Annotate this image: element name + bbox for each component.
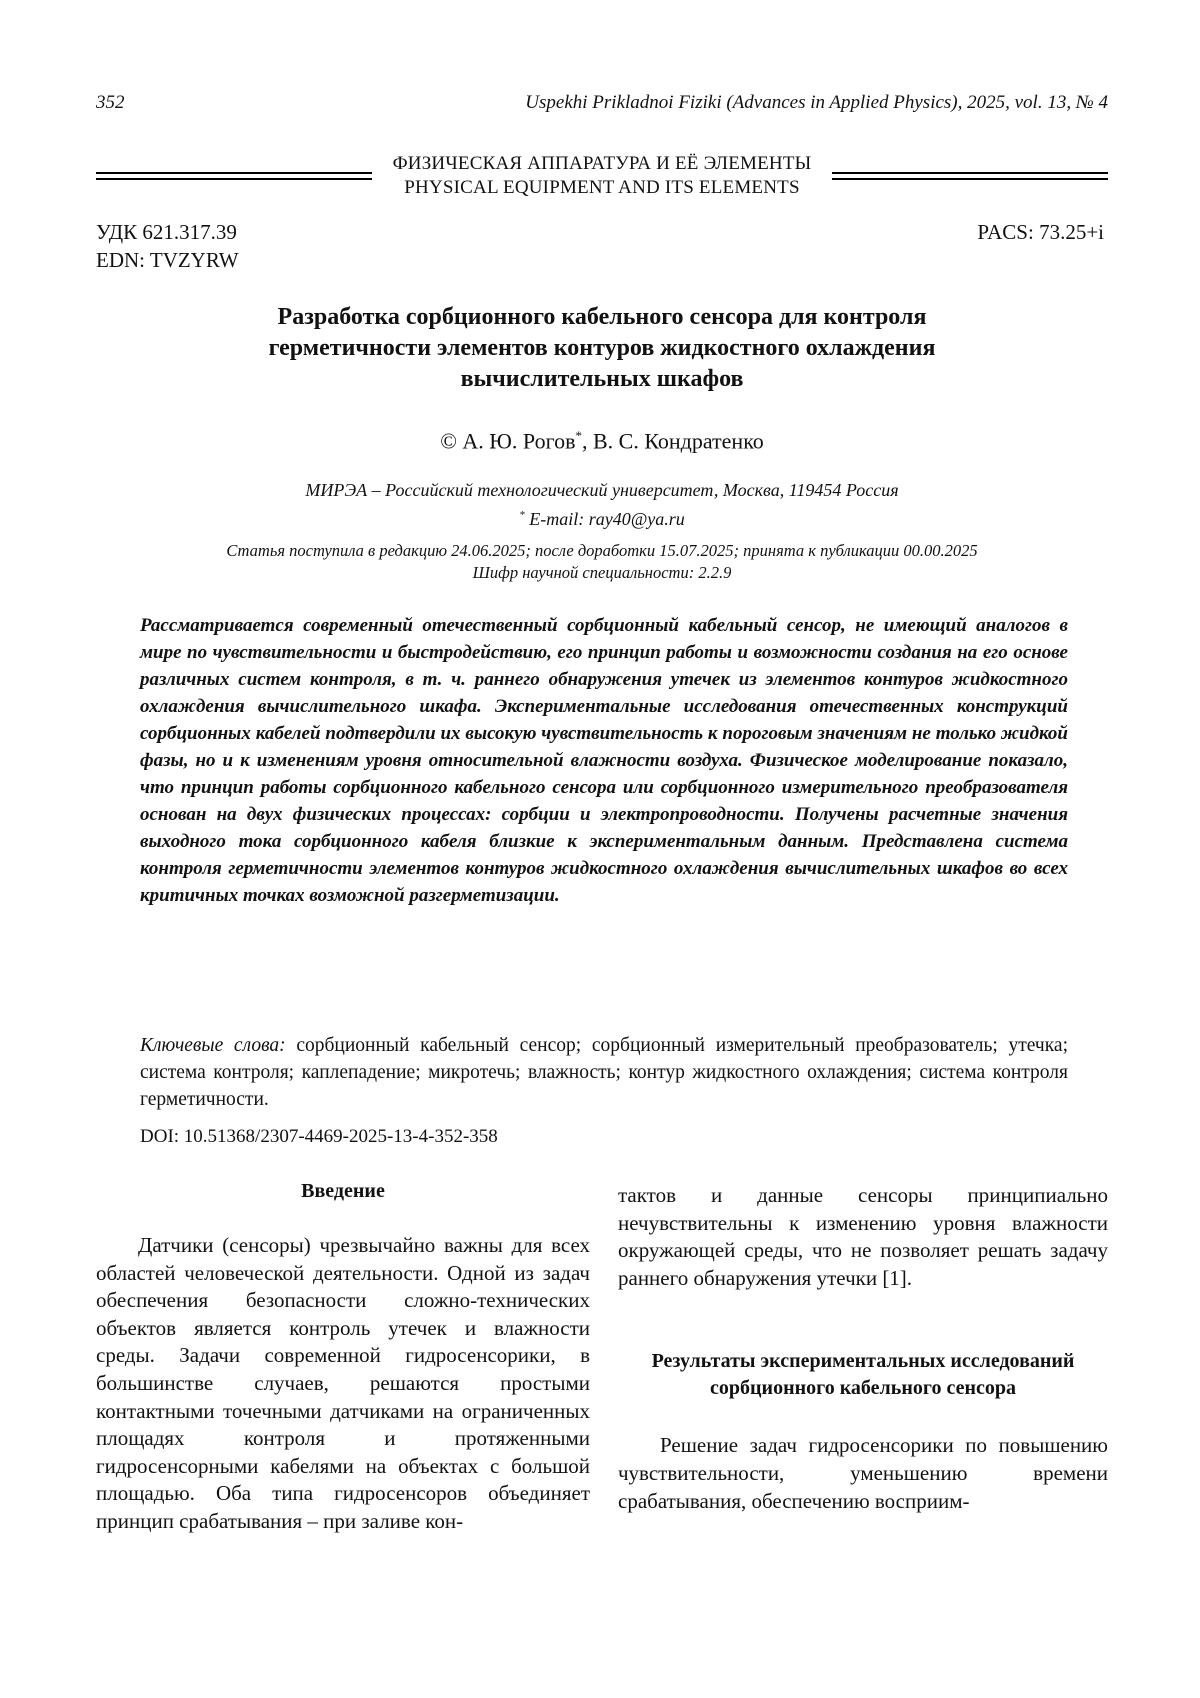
received-dates: Статья поступила в редакцию 24.06.2025; после доработки 15.07.2025; принята к публикации 00.00.2025 <box>226 541 978 560</box>
rubric-text <box>372 152 832 200</box>
institution: МИРЭА – Российский технологический университет, Москва, 119454 Россия <box>305 480 899 500</box>
rubric-en: PHYSICAL EQUIPMENT AND ITS ELEMENTS <box>404 177 800 198</box>
rubric-rule-left <box>96 172 372 180</box>
section-rubric <box>96 152 1108 200</box>
pacs-code: PACS: 73.25+i <box>977 220 1104 244</box>
classification-left <box>96 218 239 274</box>
keywords-label: Ключевые слова: <box>140 1035 286 1056</box>
affiliation <box>96 478 1108 532</box>
body-paragraph: Решение задач гидросенсорики по повышению чувствительности, уменьшению времени срабатывания, обеспечению восприим- <box>618 1433 1108 1513</box>
abstract: Рассматривается современный отечественный сорбционный кабельный сенсор, не имеющий аналогов в мире по чувствительности и быстродействию, его принцип работы и возможности создания на его основе различных систем контроля, в т. ч. раннего обнаружения утечек из элементов контуров жидкостного охлаждения вычислительного шкафа. Экспериментальные исследования отечественных конструкций сорбционных кабелей подтвердили их высокую чувствительность к пороговым значениям не только жидкой фазы, но и к изменениям уровня относительной влажности воздуха. Физическое моделирование показало, что принцип работы сорбционного кабельного сенсора или сорбционного измерительного преобразователя основан на двух физических процессах: сорбции и электропроводности. Получены расчетные значения выходного тока сорбционного кабеля близкие к экспериментальным данным. Представлена система контроля герметичности элементов контуров жидкостного охлаждения вычислительных шкафов во всех критичных точках возможной разгерметизации. <box>140 615 1068 906</box>
corresponding-mark: * <box>575 428 582 443</box>
section-heading-introduction: Введение <box>301 1180 385 1202</box>
keywords <box>140 1032 1068 1113</box>
udk-code: УДК 621.317.39 <box>96 220 237 244</box>
body-paragraph: Датчики (сенсоры) чрезвычайно важны для всех областей человеческой деятельности. Одной из задач обеспечения безопасности сложно-технических объектов является контроль утечек и влажности среды. Задачи современной гидросенсорики, в большинстве случаев, решаются простыми контактными точечными датчиками на ограниченных площадях контроля и протяженными гидросенсорными кабелями на объектах с большой площадью. Оба типа гидросенсоров объединяет принцип срабатывания – при заливе кон- <box>96 1233 590 1533</box>
journal-name: Uspekhi Prikladnoi Fiziki (Advances in Applied Physics), 2025, vol. 13, № 4 <box>525 92 1108 113</box>
author-first: © А. Ю. Рогов <box>440 428 576 454</box>
classification-right <box>977 218 1104 246</box>
doi: DOI: 10.51368/2307-4469-2025-13-4-352-358 <box>140 1126 498 1147</box>
author-second: , В. С. Кондратенко <box>581 428 764 454</box>
specialty-code: Шифр научной специальности: 2.2.9 <box>472 563 732 582</box>
contact-email <box>96 503 1108 532</box>
rubric-ru: ФИЗИЧЕСКАЯ АППАРАТУРА И ЕЁ ЭЛЕМЕНТЫ <box>392 153 812 174</box>
section-heading-results: Результаты экспериментальных исследований сорбционного кабельного сенсора <box>651 1350 1075 1400</box>
left-column <box>96 1178 590 1536</box>
title-line: Разработка сорбционного кабельного сенсора для контроля <box>277 304 927 330</box>
edn-code: EDN: TVZYRW <box>96 248 239 272</box>
author-list <box>96 428 1108 454</box>
title-line: вычислительных шкафов <box>460 366 744 392</box>
page-number: 352 <box>96 92 125 113</box>
email-mark: * <box>519 509 525 521</box>
article-dates <box>96 540 1108 584</box>
keywords-text: сорбционный кабельный сенсор; сорбционный измерительный преобразователь; утечка; система контроля; каплепадение; микротечь; влажность; контур жидкостного охлаждения; система контроля герметичности. <box>140 1035 1068 1110</box>
article-title <box>130 302 1074 395</box>
right-column <box>618 1182 1108 1515</box>
title-line: герметичности элементов контуров жидкостного охлаждения <box>268 335 936 361</box>
email-text: E-mail: ray40@ya.ru <box>524 509 685 529</box>
body-paragraph-continued: тактов и данные сенсоры принципиально нечувствительны к изменению уровня влажности окружающей среды, что не позволяет решать задачу раннего обнаружения утечки [1]. <box>618 1183 1108 1290</box>
rubric-rule-right <box>832 172 1108 180</box>
